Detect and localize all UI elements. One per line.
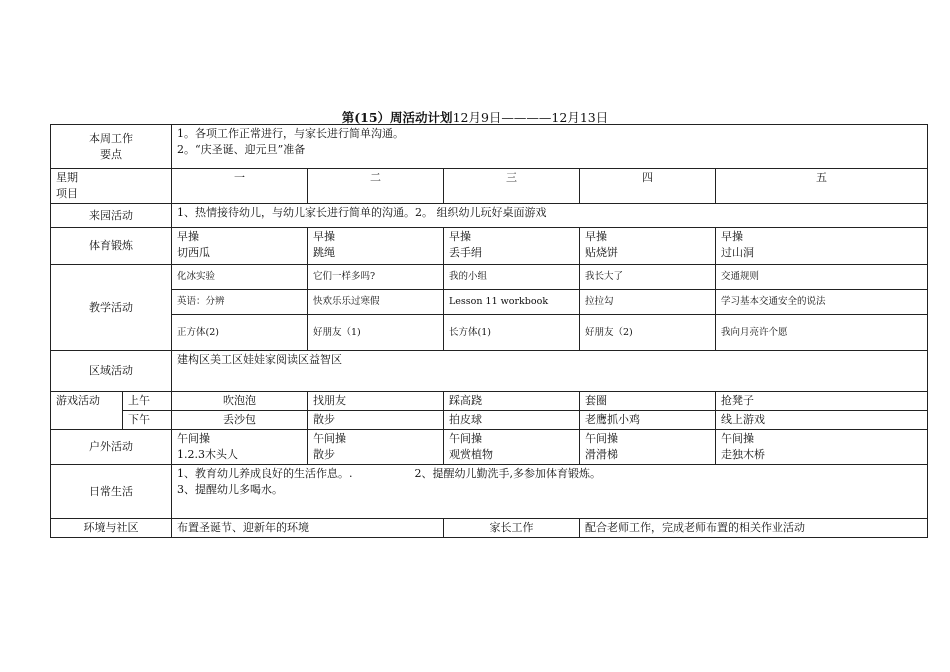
games-label: 游戏活动 <box>51 392 123 430</box>
day-header: 五 <box>716 169 928 204</box>
outdoor-cell-bottom: 观赏植物 <box>449 448 493 461</box>
teaching-cell: 长方体(1) <box>444 315 580 351</box>
outdoor-cell-top: 午间操 <box>585 432 618 445</box>
games-pm-cell: 拍皮球 <box>444 411 580 430</box>
daily-label: 日常生活 <box>51 465 172 519</box>
teaching-cell: 快欢乐乐过寒假 <box>308 290 444 315</box>
pe-cell-bottom: 丢手绢 <box>449 246 482 259</box>
focus-content <box>172 125 928 169</box>
outdoor-cell-top: 午间操 <box>313 432 346 445</box>
daily-line1 <box>177 466 922 482</box>
focus-row <box>51 125 928 169</box>
games-pm-cell: 线上游戏 <box>716 411 928 430</box>
env-label: 环境与社区 <box>51 519 172 538</box>
day-header: 一 <box>172 169 308 204</box>
pe-cell-top: 早操 <box>721 230 743 243</box>
pe-cell-bottom: 贴烧饼 <box>585 246 618 259</box>
header-label-line1: 星期 <box>56 171 78 184</box>
focus-line1: 1。各项工作正常进行，与家长进行简单沟通。 <box>177 127 404 140</box>
pe-cell-bottom: 切西瓜 <box>177 246 210 259</box>
pe-cell <box>172 228 308 265</box>
env-content: 布置圣诞节、迎新年的环境 <box>172 519 444 538</box>
header-row <box>51 169 928 204</box>
games-pm-cell: 老鹰抓小鸡 <box>580 411 716 430</box>
focus-label-line1: 本周工作 <box>89 131 133 145</box>
header-label <box>51 169 172 204</box>
title-bold: 第(15）周活动计划 <box>341 110 453 125</box>
day-header: 二 <box>308 169 444 204</box>
teaching-cell: 学习基本交通安全的说法 <box>716 290 928 315</box>
teaching-row <box>51 315 928 351</box>
pe-cell-top: 早操 <box>585 230 607 243</box>
pe-cell-top: 早操 <box>449 230 471 243</box>
weekly-plan-table <box>50 124 928 538</box>
outdoor-cell <box>716 430 928 465</box>
pe-cell <box>308 228 444 265</box>
games-am-cell: 套圈 <box>580 392 716 411</box>
games-pm-label: 下午 <box>123 411 172 430</box>
pe-label: 体育锻炼 <box>51 228 172 265</box>
games-am-row <box>51 392 928 411</box>
pe-cell-bottom: 跳绳 <box>313 246 335 259</box>
games-pm-row <box>51 411 928 430</box>
pe-cell <box>444 228 580 265</box>
teaching-cell: 我的小组 <box>444 265 580 290</box>
teaching-cell: 我长大了 <box>580 265 716 290</box>
parent-content: 配合老师工作，完成老师布置的相关作业活动 <box>580 519 928 538</box>
daily-row <box>51 465 928 519</box>
games-pm-cell: 丢沙包 <box>172 411 308 430</box>
outdoor-cell-bottom: 散步 <box>313 448 335 461</box>
outdoor-row <box>51 430 928 465</box>
title-dates: 12月9日————12月13日 <box>452 110 609 125</box>
games-pm-cell: 散步 <box>308 411 444 430</box>
teaching-cell: 拉拉勾 <box>580 290 716 315</box>
games-am-cell: 抢凳子 <box>716 392 928 411</box>
outdoor-cell-bottom: 走独木桥 <box>721 448 765 461</box>
outdoor-cell-top: 午间操 <box>177 432 210 445</box>
daily-item-3: 3、提醒幼儿多喝水。 <box>177 483 283 496</box>
outdoor-cell <box>172 430 308 465</box>
teaching-cell: 英语：分辨 <box>172 290 308 315</box>
teaching-cell: 好朋友（1) <box>308 315 444 351</box>
arrival-content: 1、热情接待幼儿，与幼儿家长进行简单的沟通。2。 组织幼儿玩好桌面游戏 <box>172 204 928 228</box>
outdoor-cell <box>580 430 716 465</box>
teaching-cell: 好朋友（2) <box>580 315 716 351</box>
header-label-line2: 项目 <box>56 187 78 200</box>
outdoor-cell-top: 午间操 <box>721 432 754 445</box>
area-row <box>51 351 928 392</box>
games-am-label: 上午 <box>123 392 172 411</box>
outdoor-cell-top: 午间操 <box>449 432 482 445</box>
outdoor-cell-bottom: 1.2.3木头人 <box>177 448 238 461</box>
games-am-cell: 找朋友 <box>308 392 444 411</box>
games-am-cell: 踩高跷 <box>444 392 580 411</box>
area-content: 建构区美工区娃娃家阅读区益智区 <box>172 351 928 392</box>
teaching-cell: 交通规则 <box>716 265 928 290</box>
outdoor-cell <box>444 430 580 465</box>
teaching-cell: 我向月亮许个愿 <box>716 315 928 351</box>
pe-cell-bottom: 过山洞 <box>721 246 754 259</box>
arrival-row <box>51 204 928 228</box>
pe-cell-top: 早操 <box>313 230 335 243</box>
day-header: 三 <box>444 169 580 204</box>
outdoor-cell-bottom: 滑滑梯 <box>585 448 618 461</box>
teaching-cell: 化冰实验 <box>172 265 308 290</box>
focus-label-line2: 要点 <box>100 147 122 161</box>
area-label: 区域活动 <box>51 351 172 392</box>
daily-item-2: 2、提醒幼儿勤洗手,多参加体育锻炼。 <box>414 467 601 480</box>
teaching-cell: 正方体(2) <box>172 315 308 351</box>
focus-line2: 2。“庆圣诞、迎元旦”准备 <box>177 143 306 156</box>
pe-cell <box>580 228 716 265</box>
pe-cell-top: 早操 <box>177 230 199 243</box>
teaching-cell: 它们一样多吗? <box>308 265 444 290</box>
games-am-cell: 吹泡泡 <box>172 392 308 411</box>
teaching-row <box>51 290 928 315</box>
focus-label <box>51 125 172 169</box>
outdoor-cell <box>308 430 444 465</box>
day-header: 四 <box>580 169 716 204</box>
teaching-cell: Lesson 11 workbook <box>444 290 580 315</box>
teaching-row <box>51 265 928 290</box>
parent-label: 家长工作 <box>444 519 580 538</box>
teaching-label: 教学活动 <box>51 265 172 351</box>
pe-cell <box>716 228 928 265</box>
outdoor-label: 户外活动 <box>51 430 172 465</box>
daily-content <box>172 465 928 519</box>
env-row <box>51 519 928 538</box>
arrival-label: 来园活动 <box>51 204 172 228</box>
pe-row <box>51 228 928 265</box>
daily-item-1: 1、教育幼儿养成良好的生活作息。. <box>177 467 353 480</box>
